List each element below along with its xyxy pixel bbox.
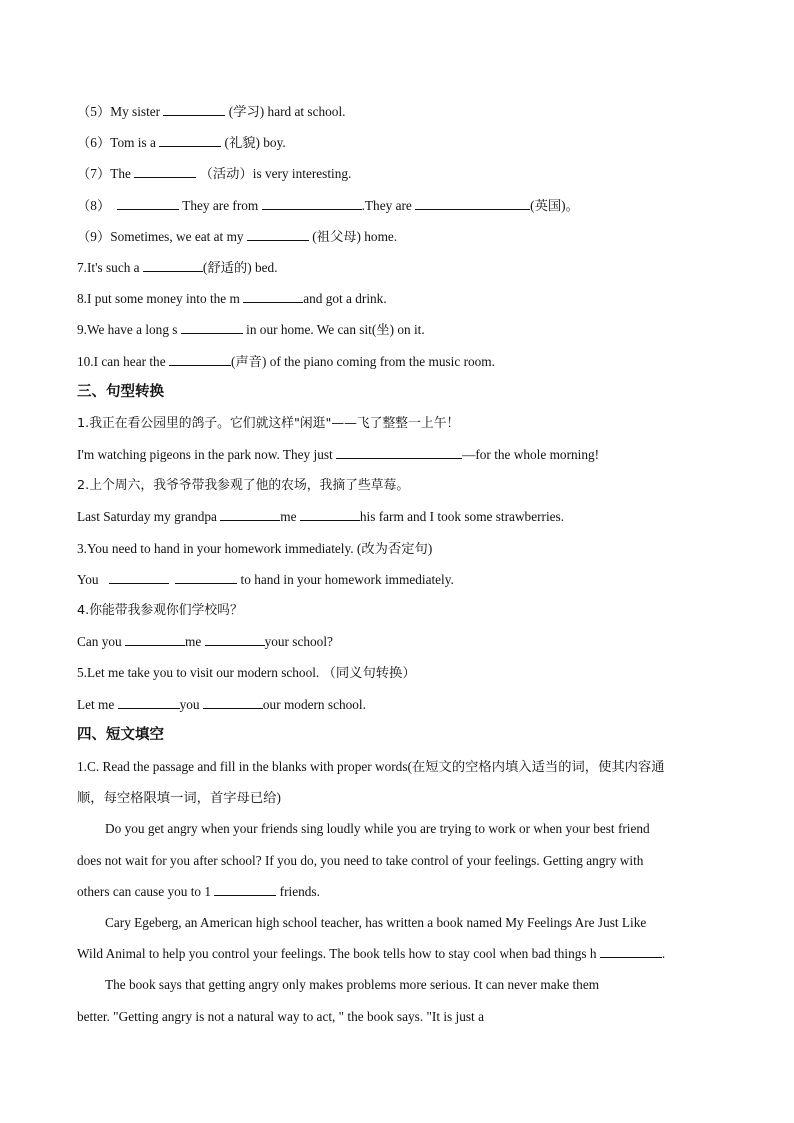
answer-blank[interactable] bbox=[600, 945, 662, 958]
answer-blank[interactable] bbox=[125, 633, 185, 646]
answer-blank[interactable] bbox=[143, 259, 203, 272]
q4-chinese: 4.你能带我参观你们学校吗？ bbox=[77, 603, 243, 618]
q5-english: Let me you our modern school. bbox=[77, 697, 366, 712]
answer-blank[interactable] bbox=[415, 197, 530, 210]
item-12: 9.We have a long s in our home. We can sit(坐) on it. bbox=[77, 322, 425, 337]
item-13: 10.I can hear the (声音) of the piano coming from the music room. bbox=[77, 354, 495, 369]
passage-instruction-line-2: 顺，每空格限填一词，首字母已给) bbox=[77, 790, 281, 805]
item-6: （6）Tom is a (礼貌) boy. bbox=[77, 135, 286, 150]
q2-english: Last Saturday my grandpa me his farm and I took some strawberries. bbox=[77, 509, 565, 524]
answer-blank[interactable] bbox=[175, 571, 237, 584]
answer-blank[interactable] bbox=[118, 696, 180, 709]
passage-p3-line-2: better. "Getting angry is not a natural way to act, " the book says. "It is just a bbox=[77, 1009, 484, 1024]
passage-p1-line-1: Do you get angry when your friends sing loudly while you are trying to work or when your best friend bbox=[105, 821, 650, 836]
q3-prompt: 3.You need to hand in your homework immediately. (改为否定句) bbox=[77, 541, 433, 556]
item-7: （7）The （活动）is very interesting. bbox=[77, 166, 352, 181]
item-8: （8） They are from .They are (英国)。 bbox=[77, 198, 579, 213]
q2-chinese: 2.上个周六，我爷爷带我参观了他的农场，我摘了些草莓。 bbox=[77, 478, 410, 493]
passage-instruction-line-1: 1.C. Read the passage and fill in the blanks with proper words(在短文的空格内填入适当的词，使其内容通 bbox=[77, 759, 665, 774]
section-3-heading: 三、句型转换 bbox=[77, 384, 164, 400]
q3-english: You to hand in your homework immediately. bbox=[77, 572, 454, 587]
item-5: （5）My sister (学习) hard at school. bbox=[77, 104, 346, 119]
passage-p3-line-1: The book says that getting angry only makes problems more serious. It can never make them bbox=[105, 977, 600, 992]
item-10: 7.It's such a (舒适的) bed. bbox=[77, 260, 278, 275]
q1-chinese: 1.我正在看公园里的鸽子。它们就这样"闲逛"——飞了整整一上午！ bbox=[77, 416, 460, 431]
answer-blank[interactable] bbox=[134, 165, 196, 178]
q4-english: Can you me your school? bbox=[77, 634, 333, 649]
answer-blank[interactable] bbox=[109, 571, 169, 584]
passage-p1-line-3: others can cause you to 1 friends. bbox=[77, 884, 320, 899]
answer-blank[interactable] bbox=[262, 197, 362, 210]
answer-blank[interactable] bbox=[336, 446, 462, 459]
answer-blank[interactable] bbox=[117, 197, 179, 210]
item-11: 8.I put some money into the m and got a drink. bbox=[77, 291, 387, 306]
passage-p2-line-1: Cary Egeberg, an American high school teacher, has written a book named My Feelings Are Just Like bbox=[105, 915, 647, 930]
item-9: （9）Sometimes, we eat at my (祖父母) home. bbox=[77, 229, 398, 244]
answer-blank[interactable] bbox=[247, 228, 309, 241]
answer-blank[interactable] bbox=[203, 696, 263, 709]
answer-blank[interactable] bbox=[163, 103, 225, 116]
answer-blank[interactable] bbox=[243, 290, 303, 303]
q5-prompt: 5.Let me take you to visit our modern school. （同义句转换） bbox=[77, 665, 416, 680]
answer-blank[interactable] bbox=[220, 508, 280, 521]
passage-p2-line-2: Wild Animal to help you control your feelings. The book tells how to stay cool when bad things h . bbox=[77, 946, 666, 961]
answer-blank[interactable] bbox=[214, 883, 276, 896]
section-4-heading: 四、短文填空 bbox=[77, 727, 164, 743]
answer-blank[interactable] bbox=[205, 633, 265, 646]
answer-blank[interactable] bbox=[181, 321, 243, 334]
answer-blank[interactable] bbox=[169, 353, 231, 366]
answer-blank[interactable] bbox=[300, 508, 360, 521]
passage-p1-line-2: does not wait for you after school? If you do, you need to take control of your feelings. Getting angry with bbox=[77, 853, 644, 868]
q1-english: I'm watching pigeons in the park now. They just —for the whole morning! bbox=[77, 447, 600, 462]
answer-blank[interactable] bbox=[159, 134, 221, 147]
